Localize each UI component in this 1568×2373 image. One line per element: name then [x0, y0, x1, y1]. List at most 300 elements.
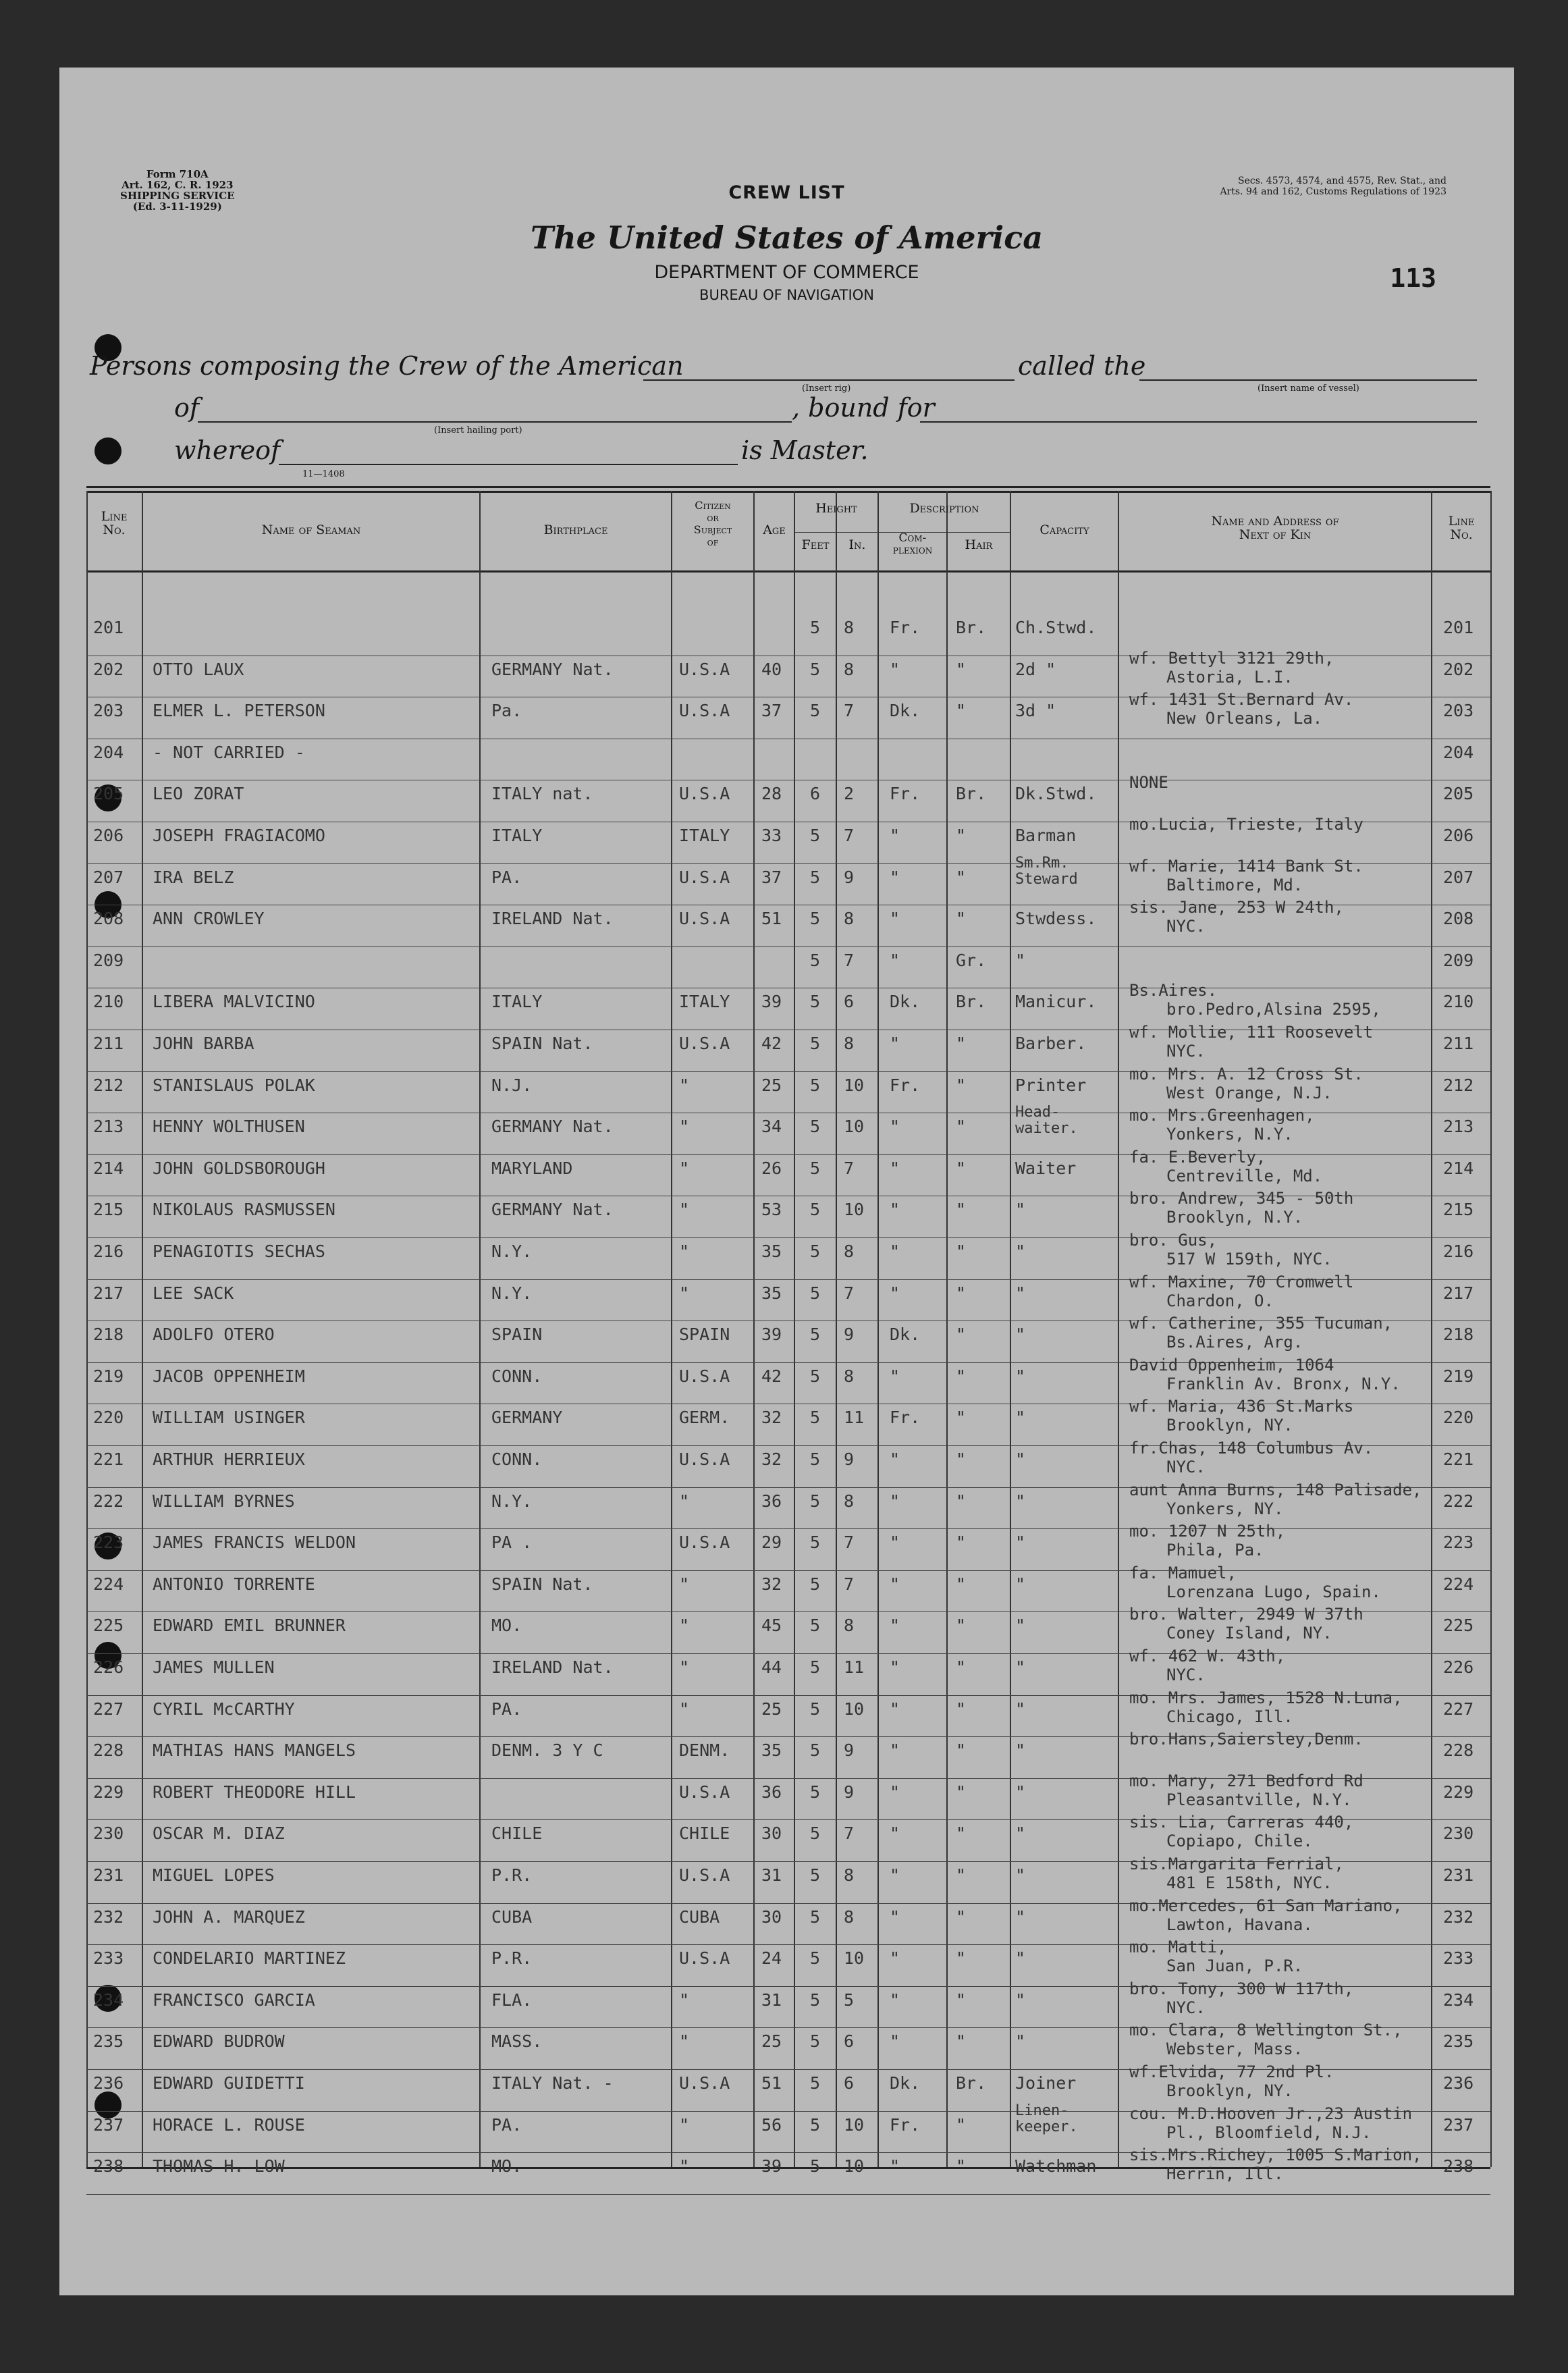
complexion: "	[890, 909, 900, 929]
complexion: "	[890, 2156, 900, 2177]
birthplace: ITALY Nat. -	[491, 2073, 614, 2093]
seaman-name: LIBERA MALVICINO	[153, 992, 315, 1012]
line-number-right: 225	[1443, 1616, 1474, 1636]
hair: "	[956, 1657, 967, 1677]
complexion: "	[890, 826, 900, 845]
next-of-kin-line-1: sis.Mrs.Richey, 1005 S.Marion,	[1129, 2145, 1422, 2165]
age: 56	[761, 2114, 782, 2135]
hair: "	[956, 1574, 967, 1594]
table-row	[59, 942, 1474, 984]
capacity: "	[1015, 1948, 1026, 1969]
height-feet: 5	[810, 1117, 821, 1137]
birthplace: FLA.	[491, 1990, 533, 2010]
hair: "	[956, 826, 967, 845]
next-of-kin-line-2: bro.Pedro,Alsina 2595,	[1166, 1000, 1381, 1019]
intro-is-master: is Master.	[741, 435, 869, 465]
height-inches: 8	[844, 618, 855, 637]
hair: "	[956, 1782, 967, 1802]
complexion: "	[890, 1242, 900, 1261]
line-number-right: 206	[1443, 826, 1474, 845]
next-of-kin-line-2: West Orange, N.J.	[1166, 1083, 1332, 1102]
line-number-right: 211	[1443, 1034, 1474, 1053]
complexion: "	[890, 1948, 900, 1969]
line-number: 209	[93, 950, 124, 970]
birthplace: CUBA	[491, 1907, 533, 1927]
height-feet: 5	[810, 992, 821, 1012]
age: 31	[761, 1865, 782, 1885]
line-number-right: 219	[1443, 1366, 1474, 1386]
line-number-right: 231	[1443, 1865, 1474, 1885]
citizenship: "	[679, 1990, 690, 2010]
citizenship: CHILE	[679, 1823, 730, 1844]
line-number-right: 234	[1443, 1990, 1474, 2010]
department-heading: DEPARTMENT OF COMMERCE	[654, 262, 919, 283]
punch-hole-icon	[94, 437, 121, 464]
citizenship: U.S.A	[679, 1865, 730, 1885]
birthplace: ITALY	[491, 992, 543, 1012]
next-of-kin-line-2: Yonkers, NY.	[1166, 1499, 1284, 1518]
seaman-name: EDWARD EMIL BRUNNER	[153, 1616, 346, 1636]
table-row	[59, 1522, 1474, 1566]
line-number: 227	[93, 1699, 124, 1719]
line-number: 228	[93, 1740, 124, 1761]
hair: "	[956, 1616, 967, 1636]
next-of-kin-line-2: Pleasantville, N.Y.	[1166, 1790, 1352, 1809]
age: 25	[761, 2031, 782, 2052]
capacity: "	[1015, 1366, 1026, 1386]
next-of-kin-line-2: NYC.	[1166, 1458, 1206, 1476]
form-number: Form 710A	[146, 168, 209, 180]
header-birthplace: Birthplace	[543, 523, 608, 537]
height-inches: 7	[844, 826, 855, 845]
table-row	[59, 735, 1474, 776]
age: 32	[761, 1449, 782, 1469]
complexion: "	[890, 1449, 900, 1469]
age: 36	[761, 1782, 782, 1802]
age: 37	[761, 867, 782, 887]
line-number: 214	[93, 1158, 124, 1178]
age: 39	[761, 2156, 782, 2177]
line-number-right: 232	[1443, 1907, 1474, 1927]
complexion: Fr.	[890, 1408, 921, 1428]
next-of-kin-line-1: aunt Anna Burns, 148 Palisade,	[1129, 1480, 1422, 1499]
age: 42	[761, 1034, 782, 1053]
citizenship: "	[679, 1158, 690, 1178]
height-inches: 8	[844, 659, 855, 679]
complexion: "	[890, 950, 900, 970]
header-feet: Feet	[801, 537, 830, 552]
seaman-name: JOHN GOLDSBOROUGH	[153, 1158, 325, 1178]
vessel-hint: (Insert name of vessel)	[1258, 383, 1359, 394]
table-row	[59, 2062, 1474, 2106]
line-number: 210	[93, 992, 124, 1012]
age: 37	[761, 701, 782, 721]
intro-whereof: whereof	[174, 435, 281, 465]
birthplace: MO.	[491, 1616, 522, 1636]
birthplace: MASS.	[491, 2031, 543, 2052]
birthplace: GERMANY	[491, 1408, 563, 1428]
next-of-kin-line-2: Coney Island, NY.	[1166, 1624, 1332, 1643]
birthplace: N.J.	[491, 1075, 533, 1095]
height-feet: 5	[810, 1907, 821, 1927]
height-inches: 8	[844, 1242, 855, 1261]
height-feet: 5	[810, 2114, 821, 2135]
next-of-kin-line-2: NYC.	[1166, 1665, 1206, 1684]
age: 32	[761, 1574, 782, 1594]
hair: "	[956, 867, 967, 887]
table-row	[59, 1064, 1474, 1109]
next-of-kin-line-1: NONE	[1129, 773, 1168, 793]
next-of-kin-line-2: NYC.	[1166, 1042, 1206, 1061]
seaman-name: JOHN A. MARQUEZ	[153, 1907, 305, 1927]
citizenship: U.S.A	[679, 909, 730, 929]
hair: "	[956, 701, 967, 721]
line-number: 236	[93, 2073, 124, 2093]
next-of-kin-line-1: sis. Jane, 253 W 24th,	[1129, 898, 1344, 917]
height-inches: 7	[844, 1283, 855, 1303]
hair: "	[956, 1449, 967, 1469]
height-inches: 10	[844, 1948, 865, 1969]
next-of-kin-line-2: Pl., Bloomfield, N.J.	[1166, 2123, 1372, 2142]
height-inches: 10	[844, 1117, 865, 1137]
hair: "	[956, 1034, 967, 1053]
next-of-kin-line-1: wf. Maxine, 70 Cromwell	[1129, 1272, 1354, 1291]
line-number: 231	[93, 1865, 124, 1885]
statute-line-2: Arts. 94 and 162, Customs Regulations of 1923	[1220, 186, 1447, 197]
line-number-right: 207	[1443, 867, 1474, 887]
birthplace: PA.	[491, 1699, 522, 1719]
next-of-kin-line-1: wf.Elvida, 77 2nd Pl.	[1129, 2062, 1334, 2081]
complexion: Fr.	[890, 784, 921, 804]
line-number-right: 230	[1443, 1823, 1474, 1844]
line-number: 207	[93, 867, 124, 887]
citizenship: SPAIN	[679, 1325, 730, 1345]
complexion: Dk.	[890, 701, 921, 721]
height-inches: 10	[844, 2114, 865, 2135]
capacity: "	[1015, 1200, 1026, 1220]
next-of-kin-line-1: mo.Lucia, Trieste, Italy	[1129, 815, 1363, 834]
height-feet: 5	[810, 1532, 821, 1553]
citizenship: "	[679, 2156, 690, 2177]
height-feet: 5	[810, 1449, 821, 1469]
seaman-name: FRANCISCO GARCIA	[153, 1990, 315, 2010]
complexion: "	[890, 1158, 900, 1178]
next-of-kin-line-1: cou. M.D.Hooven Jr.,23 Austin	[1129, 2104, 1413, 2123]
next-of-kin-line-1: bro.Hans,Saiersley,Denm.	[1129, 1730, 1363, 1749]
height-feet: 5	[810, 1657, 821, 1677]
age: 24	[761, 1948, 782, 1969]
line-number-right: 215	[1443, 1200, 1474, 1220]
height-inches: 9	[844, 1325, 855, 1345]
seaman-name: CONDELARIO MARTINEZ	[153, 1948, 346, 1969]
next-of-kin-line-1: wf. Catherine, 355 Tucuman,	[1129, 1314, 1393, 1333]
age: 45	[761, 1616, 782, 1636]
height-feet: 5	[810, 1616, 821, 1636]
line-number-right: 235	[1443, 2031, 1474, 2052]
next-of-kin-line-1: fa. E.Beverly,	[1129, 1147, 1266, 1167]
birthplace: P.R.	[491, 1948, 533, 1969]
next-of-kin-line-2: New Orleans, La.	[1166, 709, 1323, 728]
line-number-right: 222	[1443, 1491, 1474, 1511]
height-feet: 5	[810, 1408, 821, 1428]
complexion: Fr.	[890, 618, 921, 637]
complexion: "	[890, 1532, 900, 1553]
table-row	[59, 854, 1474, 901]
line-number: 204	[93, 742, 124, 762]
next-of-kin-line-1: wf. 462 W. 43th,	[1129, 1647, 1286, 1665]
age: 28	[761, 784, 782, 804]
line-number-right: 210	[1443, 992, 1474, 1012]
table-row	[59, 1896, 1474, 1940]
height-inches: 6	[844, 2073, 855, 2093]
seaman-name: ARTHUR HERRIEUX	[153, 1449, 305, 1469]
line-number-right: 216	[1443, 1242, 1474, 1261]
citizenship: U.S.A	[679, 1449, 730, 1469]
line-number: 219	[93, 1366, 124, 1386]
intro-persons: Persons composing the Crew of the American	[90, 351, 684, 381]
next-of-kin-line-1: mo. Clara, 8 Wellington St.,	[1129, 2021, 1403, 2040]
hair: "	[956, 659, 967, 679]
capacity: Stwdess.	[1015, 909, 1097, 929]
form-service: SHIPPING SERVICE	[120, 190, 235, 202]
citizenship: U.S.A	[679, 867, 730, 887]
age: 30	[761, 1907, 782, 1927]
table-row	[59, 1688, 1474, 1732]
line-number: 216	[93, 1242, 124, 1261]
seaman-name: LEO ZORAT	[153, 784, 244, 804]
next-of-kin-line-2: Copiapo, Chile.	[1166, 1832, 1313, 1851]
line-number-right: 203	[1443, 701, 1474, 721]
age: 40	[761, 659, 782, 679]
table-row	[59, 898, 1474, 942]
line-number-right: 227	[1443, 1699, 1474, 1719]
next-of-kin-line-1: fa. Mamuel,	[1129, 1563, 1237, 1582]
birthplace: Pa.	[491, 701, 522, 721]
line-number: 222	[93, 1491, 124, 1511]
height-inches: 6	[844, 2031, 855, 2052]
line-number: 220	[93, 1408, 124, 1428]
height-inches: 10	[844, 1075, 865, 1095]
line-number-right: 213	[1443, 1117, 1474, 1137]
citizenship: "	[679, 1657, 690, 1677]
vessel-fill-line	[1139, 379, 1477, 381]
line-number: 237	[93, 2114, 124, 2135]
table-row	[59, 1813, 1474, 1857]
height-inches: 8	[844, 1616, 855, 1636]
seaman-name: ADOLFO OTERO	[153, 1325, 275, 1345]
bureau-heading: BUREAU OF NAVIGATION	[699, 287, 874, 303]
next-of-kin-line-2: Bs.Aires, Arg.	[1166, 1333, 1303, 1352]
height-feet: 5	[810, 1865, 821, 1885]
seaman-name: JOSEPH FRAGIACOMO	[153, 826, 325, 845]
line-number: 226	[93, 1657, 124, 1677]
header-complexion: Com- plexion	[892, 531, 933, 557]
next-of-kin-line-2: Chicago, Ill.	[1166, 1707, 1293, 1726]
hair: "	[956, 1990, 967, 2010]
citizenship: U.S.A	[679, 1366, 730, 1386]
table-row	[59, 1147, 1474, 1192]
line-number-right: 209	[1443, 950, 1474, 970]
citizenship: "	[679, 1117, 690, 1137]
age: 34	[761, 1117, 782, 1137]
complexion: "	[890, 1034, 900, 1053]
line-number-right: 224	[1443, 1574, 1474, 1594]
header-group-rule	[794, 532, 877, 533]
hair: "	[956, 1117, 967, 1137]
form-edition: (Ed. 3-11-1929)	[132, 201, 222, 213]
seaman-name: JAMES MULLEN	[153, 1657, 275, 1677]
next-of-kin-line-1: mo. Mary, 271 Bedford Rd	[1129, 1771, 1363, 1790]
capacity: Watchman	[1015, 2156, 1097, 2177]
capacity: "	[1015, 1574, 1026, 1594]
line-number-right: 205	[1443, 784, 1474, 804]
birthplace: GERMANY Nat.	[491, 1200, 614, 1220]
header-inches: In.	[848, 537, 866, 552]
age: 25	[761, 1075, 782, 1095]
line-number: 232	[93, 1907, 124, 1927]
print-code: 11—1408	[302, 469, 345, 479]
capacity: "	[1015, 1907, 1026, 1927]
table-row	[59, 1189, 1474, 1233]
line-number-right: 238	[1443, 2156, 1474, 2177]
next-of-kin-line-2: NYC.	[1166, 917, 1206, 936]
line-number: 212	[93, 1075, 124, 1095]
hair: "	[956, 1200, 967, 1220]
age: 44	[761, 1657, 782, 1677]
capacity: "	[1015, 1242, 1026, 1261]
age: 35	[761, 1740, 782, 1761]
capacity: "	[1015, 1408, 1026, 1428]
table-row	[59, 648, 1474, 693]
height-inches: 8	[844, 1366, 855, 1386]
complexion: "	[890, 1574, 900, 1594]
next-of-kin-line-1: bro. Walter, 2949 W 37th	[1129, 1605, 1363, 1624]
hair: "	[956, 1075, 967, 1095]
hair: Gr.	[956, 950, 987, 970]
hair: Br.	[956, 784, 987, 804]
seaman-name: ANTONIO TORRENTE	[153, 1574, 315, 1594]
complexion: "	[890, 1491, 900, 1511]
hair: "	[956, 2156, 967, 2177]
capacity: Ch.Stwd.	[1015, 618, 1097, 637]
height-feet: 5	[810, 2073, 821, 2093]
height-feet: 5	[810, 2156, 821, 2177]
header-citizen: Citizen or Subject of	[693, 499, 732, 548]
height-feet: 5	[810, 1990, 821, 2010]
table-row	[59, 1605, 1474, 1649]
destination-fill-line	[920, 421, 1477, 423]
header-bottom-rule	[86, 570, 1490, 572]
hair: Br.	[956, 992, 987, 1012]
age: 29	[761, 1532, 782, 1553]
port-hint: (Insert hailing port)	[434, 425, 522, 435]
age: 30	[761, 1823, 782, 1844]
table-row	[59, 815, 1474, 859]
seaman-name: STANISLAUS POLAK	[153, 1075, 315, 1095]
line-number: 225	[93, 1616, 124, 1636]
table-row	[59, 2021, 1474, 2064]
height-inches: 9	[844, 1782, 855, 1802]
next-of-kin-line-1: sis. Lia, Carreras 440,	[1129, 1813, 1354, 1832]
next-of-kin-line-2: Franklin Av. Bronx, N.Y.	[1166, 1374, 1401, 1393]
line-number: 201	[93, 618, 124, 637]
citizenship: ITALY	[679, 826, 730, 845]
header-line-no-right: Line No.	[1448, 514, 1475, 542]
capacity: "	[1015, 950, 1026, 970]
age: 39	[761, 1325, 782, 1345]
next-of-kin-line-2: Astoria, L.I.	[1166, 667, 1293, 687]
hair: "	[956, 1948, 967, 1969]
height-inches: 8	[844, 1865, 855, 1885]
height-feet: 5	[810, 1782, 821, 1802]
line-number: 213	[93, 1117, 124, 1137]
table-row	[59, 1563, 1474, 1607]
statute-line-1: Secs. 4573, 4574, and 4575, Rev. Stat., and	[1237, 176, 1447, 186]
age: 53	[761, 1200, 782, 1220]
hair: "	[956, 1242, 967, 1261]
age: 36	[761, 1491, 782, 1511]
capacity: "	[1015, 1616, 1026, 1636]
birthplace: GERMANY Nat.	[491, 659, 614, 679]
hair: "	[956, 2114, 967, 2135]
capacity: "	[1015, 2031, 1026, 2052]
seaman-name: HORACE L. ROUSE	[153, 2114, 305, 2135]
line-number: 215	[93, 1200, 124, 1220]
line-number-right: 221	[1443, 1449, 1474, 1469]
capacity: "	[1015, 1823, 1026, 1844]
birthplace: GERMANY Nat.	[491, 1117, 614, 1137]
birthplace: N.Y.	[491, 1491, 533, 1511]
citizenship: "	[679, 2031, 690, 2052]
header-group-rule	[877, 532, 1010, 533]
line-number-right: 202	[1443, 659, 1474, 679]
complexion: Fr.	[890, 2114, 921, 2135]
header-height: Height	[815, 501, 857, 516]
hair: "	[956, 909, 967, 929]
height-inches: 11	[844, 1408, 865, 1428]
line-number-right: 208	[1443, 909, 1474, 929]
seaman-name: EDWARD BUDROW	[153, 2031, 285, 2052]
height-inches: 9	[844, 1449, 855, 1469]
next-of-kin-line-1: mo. Mrs. James, 1528 N.Luna,	[1129, 1688, 1403, 1707]
hair: "	[956, 1907, 967, 1927]
table-row	[59, 2102, 1474, 2148]
complexion: "	[890, 867, 900, 887]
line-number-right: 228	[1443, 1740, 1474, 1761]
table-row	[59, 1480, 1474, 1524]
seaman-name: CYRIL McCARTHY	[153, 1699, 295, 1719]
table-row	[59, 773, 1474, 817]
table-row	[59, 610, 1474, 651]
table-row	[59, 1938, 1474, 1981]
height-feet: 5	[810, 1158, 821, 1178]
complexion: Fr.	[890, 1075, 921, 1095]
citizenship: DENM.	[679, 1740, 730, 1761]
next-of-kin-line-1: Bs.Aires.	[1129, 981, 1218, 1001]
capacity: 3d "	[1015, 701, 1056, 721]
age: 51	[761, 2073, 782, 2093]
complexion: "	[890, 1616, 900, 1636]
height-inches: 10	[844, 2156, 865, 2177]
next-of-kin-line-1: wf. Maria, 436 St.Marks	[1129, 1397, 1354, 1416]
citizenship: U.S.A	[679, 659, 730, 679]
height-inches: 9	[844, 867, 855, 887]
table-row	[59, 1314, 1474, 1358]
line-number-right: 214	[1443, 1158, 1474, 1178]
birthplace: CONN.	[491, 1366, 543, 1386]
country-heading: The United States of America	[530, 219, 1044, 256]
seaman-name: JAMES FRANCIS WELDON	[153, 1532, 356, 1553]
